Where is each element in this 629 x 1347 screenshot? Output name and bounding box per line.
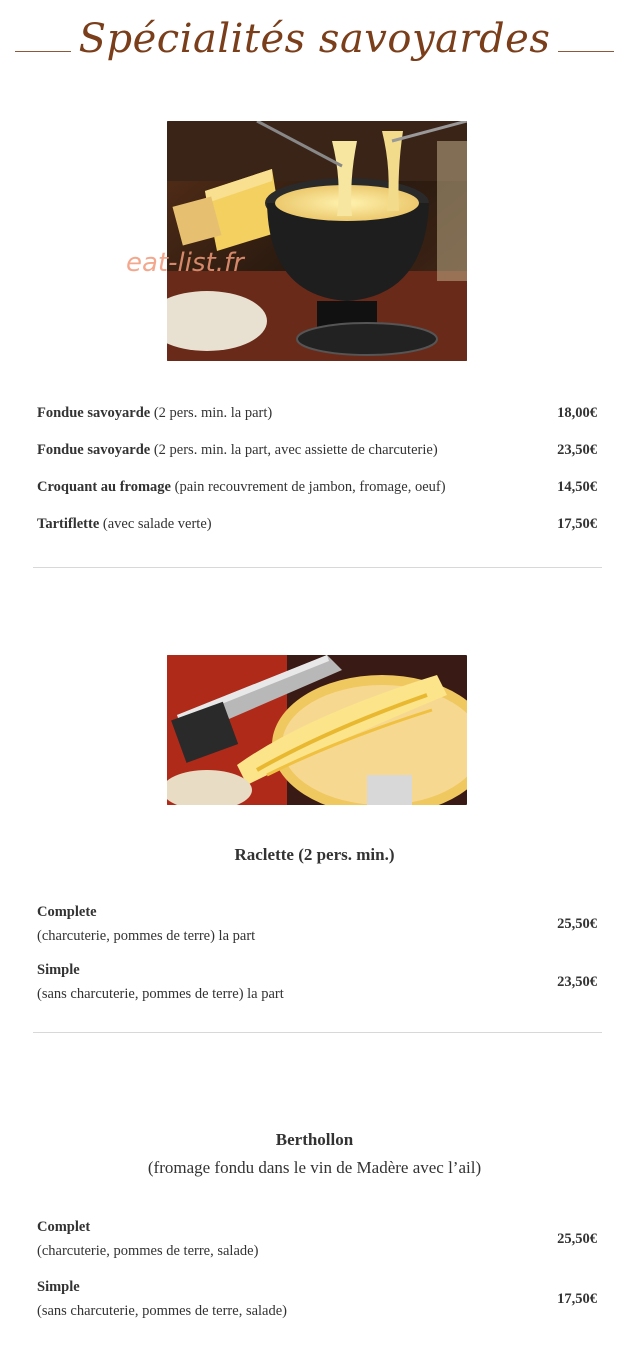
raclette-photo: [167, 655, 467, 805]
item-price: 25,50€: [557, 916, 597, 932]
menu-item-tartiflette: [37, 516, 597, 533]
item-desc: (avec salade verte): [102, 516, 212, 532]
berthollon-subtitle: (fromage fondu dans le vin de Madère avec l’ail): [147, 1158, 482, 1177]
item-price: 23,50€: [557, 974, 597, 990]
item-desc: (sans charcuterie, pommes de terre) la part: [37, 986, 284, 1002]
item-name: Simple: [37, 1279, 80, 1295]
menu-item-croquant: [37, 479, 597, 496]
item-name: Tartiflette: [37, 516, 100, 532]
item-desc: (charcuterie, pommes de terre, salade): [37, 1243, 259, 1259]
menu-item-fondue-2: [37, 442, 597, 459]
watermark: eat-list.fr: [126, 248, 244, 278]
item-name: Fondue savoyarde: [37, 442, 151, 458]
menu-item-fondue-1: [37, 405, 597, 422]
item-desc: (2 pers. min. la part): [153, 405, 273, 421]
berthollon-title: Berthollon: [275, 1130, 354, 1149]
item-name: Simple: [37, 962, 80, 978]
item-price: 17,50€: [557, 516, 597, 532]
menu-item-berthollon-complet: [37, 1215, 597, 1263]
item-desc: (sans charcuterie, pommes de terre, salade): [37, 1303, 288, 1319]
item-name: Complete: [37, 904, 97, 920]
item-price: 14,50€: [557, 479, 597, 495]
item-price: 17,50€: [557, 1291, 597, 1307]
page-header: [0, 16, 629, 62]
item-price: 18,00€: [557, 405, 597, 421]
menu-item-raclette-simple: [37, 958, 597, 1006]
menu-item-berthollon-simple: [37, 1275, 597, 1323]
section-divider: [33, 1032, 602, 1033]
raclette-title: Raclette (2 pers. min.): [234, 845, 395, 864]
item-desc: (pain recouvrement de jambon, fromage, oeuf): [174, 479, 446, 495]
item-name: Croquant au fromage: [37, 479, 171, 495]
item-price: 23,50€: [557, 442, 597, 458]
fondue-photo: [167, 121, 467, 361]
item-desc: (charcuterie, pommes de terre) la part: [37, 928, 256, 944]
title-rule-right: [558, 51, 614, 52]
item-price: 25,50€: [557, 1231, 597, 1247]
item-name: Complet: [37, 1219, 91, 1235]
item-desc: (2 pers. min. la part, avec assiette de charcuterie): [153, 442, 438, 458]
menu-item-raclette-complete: [37, 900, 597, 948]
section-divider: [33, 567, 602, 568]
title-rule-left: [15, 51, 71, 52]
item-name: Fondue savoyarde: [37, 405, 151, 421]
page-title: Spécialités savoyardes: [78, 16, 551, 62]
